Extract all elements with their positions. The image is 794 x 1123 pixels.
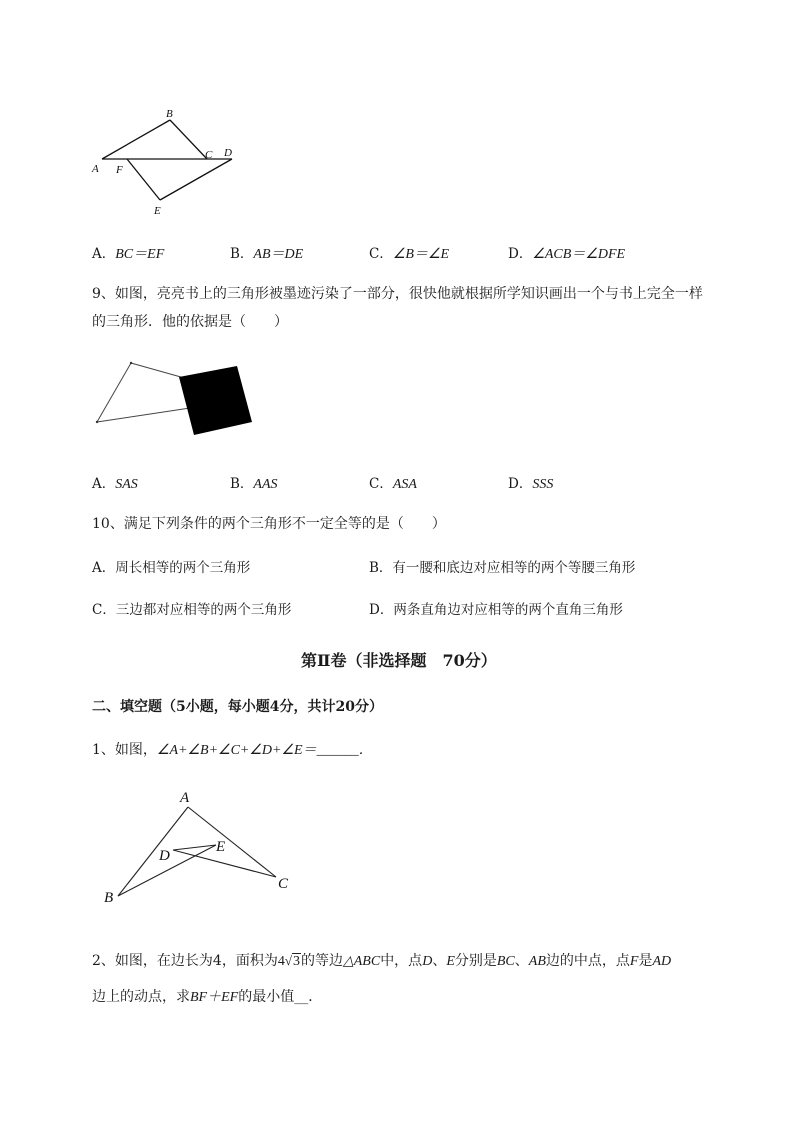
q9-figure	[90, 355, 260, 440]
fill1-figure	[98, 785, 298, 910]
option-text: ∠B＝∠E	[392, 247, 450, 262]
text-run: 2、如图，在边长为4，面积为	[92, 953, 278, 969]
area-value	[278, 954, 301, 969]
text-run: 分别是	[454, 953, 497, 969]
option-text: SSS	[532, 477, 554, 492]
fill1-expression: ∠A+∠B+∠C+∠D+∠E＝______．	[156, 743, 373, 758]
option-letter: B．	[230, 476, 254, 492]
text-run: 、	[514, 953, 529, 969]
label-C: C	[278, 876, 289, 892]
option-text: SAS	[115, 477, 138, 492]
q10-stem: 10、满足下列条件的两个三角形不一定全等的是（ ）	[92, 516, 446, 532]
q10-option-b[interactable]: B．有一腰和底边对应相等的两个等腰三角形	[369, 560, 636, 576]
fill1-stem	[92, 739, 373, 759]
area-radicand: 3	[292, 954, 300, 969]
text-run: 的等边	[300, 953, 343, 969]
q9-stem-line2: 的三角形．他的依据是（ ）	[92, 314, 288, 330]
option-text: BC＝EF	[115, 247, 165, 262]
label-B: B	[104, 890, 114, 906]
segment-ED	[160, 159, 232, 200]
vertex-dot	[96, 421, 98, 423]
point-E: E	[446, 954, 455, 969]
label-D: D	[159, 848, 170, 864]
option-text: AAS	[253, 477, 278, 492]
segment-DE	[173, 845, 216, 850]
text-run: 、	[432, 953, 447, 969]
section2-heading: 二、填空题（5小题，每小题4分，共计20分）	[92, 699, 383, 715]
option-letter: A．	[92, 246, 116, 262]
q9-stem-line1: 9、如图，亮亮书上的三角形被墨迹污染了一部分，很快他就根据所学知识画出一个与书上完全一样	[92, 286, 703, 302]
label-F: F	[116, 164, 123, 176]
label-C: C	[205, 149, 213, 161]
segment-AC	[188, 807, 276, 877]
option-letter: B．	[230, 246, 254, 262]
triangle-left-side	[97, 363, 131, 422]
label-A: A	[180, 790, 190, 806]
q10-option-d[interactable]: D．两条直角边对应相等的两个直角三角形	[369, 602, 623, 618]
q9-option-b[interactable]	[230, 472, 278, 493]
option-text: AB＝DE	[253, 247, 304, 262]
expression: BF＋EF	[190, 990, 239, 1005]
text-run: 的最小值__．	[238, 989, 323, 1005]
q10-option-a[interactable]: A．周长相等的两个三角形	[92, 560, 251, 576]
q9-option-a[interactable]	[92, 472, 138, 493]
option-letter: C．	[369, 246, 393, 262]
area-coefficient: 4	[277, 954, 285, 969]
fill2-stem-line2	[92, 986, 322, 1006]
triangle-top-side	[131, 363, 188, 379]
text-run: 边上的动点，求	[92, 989, 190, 1005]
ink-blot	[179, 366, 252, 435]
label-E: E	[154, 205, 161, 217]
segment-BC	[170, 120, 207, 159]
option-letter: D．	[508, 246, 533, 262]
side-AB: AB	[528, 954, 546, 969]
option-letter: A．	[92, 476, 116, 492]
q8-option-b[interactable]	[230, 242, 303, 263]
vertex-dot	[130, 362, 132, 364]
fill1-prefix: 1、如图，	[92, 742, 157, 758]
label-E: E	[216, 839, 226, 855]
option-letter: D．	[508, 476, 533, 492]
q9-option-c[interactable]	[369, 472, 417, 493]
segment-FE	[127, 159, 160, 200]
triangle-bottom-side	[97, 408, 190, 422]
option-text: ASA	[392, 477, 417, 492]
point-F: F	[629, 954, 639, 969]
triangle-name: △ABC	[342, 954, 381, 969]
q8-option-a[interactable]	[92, 242, 164, 263]
text-run: 是	[638, 953, 653, 969]
side-AD: AD	[652, 954, 672, 969]
option-letter: C．	[369, 476, 393, 492]
q8-option-d[interactable]	[508, 242, 625, 263]
q9-option-d[interactable]	[508, 472, 553, 493]
label-D: D	[224, 147, 232, 159]
fill2-stem-line1	[92, 950, 671, 970]
label-B: B	[166, 108, 173, 120]
side-BC: BC	[496, 954, 515, 969]
q10-option-c[interactable]: C．三边都对应相等的两个三角形	[92, 602, 292, 618]
q8-figure	[90, 100, 250, 225]
text-run: 中，点	[380, 953, 423, 969]
part2-title: 第Ⅱ卷（非选择题 70分）	[301, 651, 497, 670]
point-D: D	[422, 954, 433, 969]
q8-option-c[interactable]	[369, 242, 449, 263]
option-text: ∠ACB＝∠DFE	[532, 247, 626, 262]
sqrt-sign: √	[284, 953, 292, 968]
segment-AB	[102, 120, 170, 159]
label-A: A	[92, 163, 99, 175]
text-run: 边的中点，点	[545, 953, 630, 969]
